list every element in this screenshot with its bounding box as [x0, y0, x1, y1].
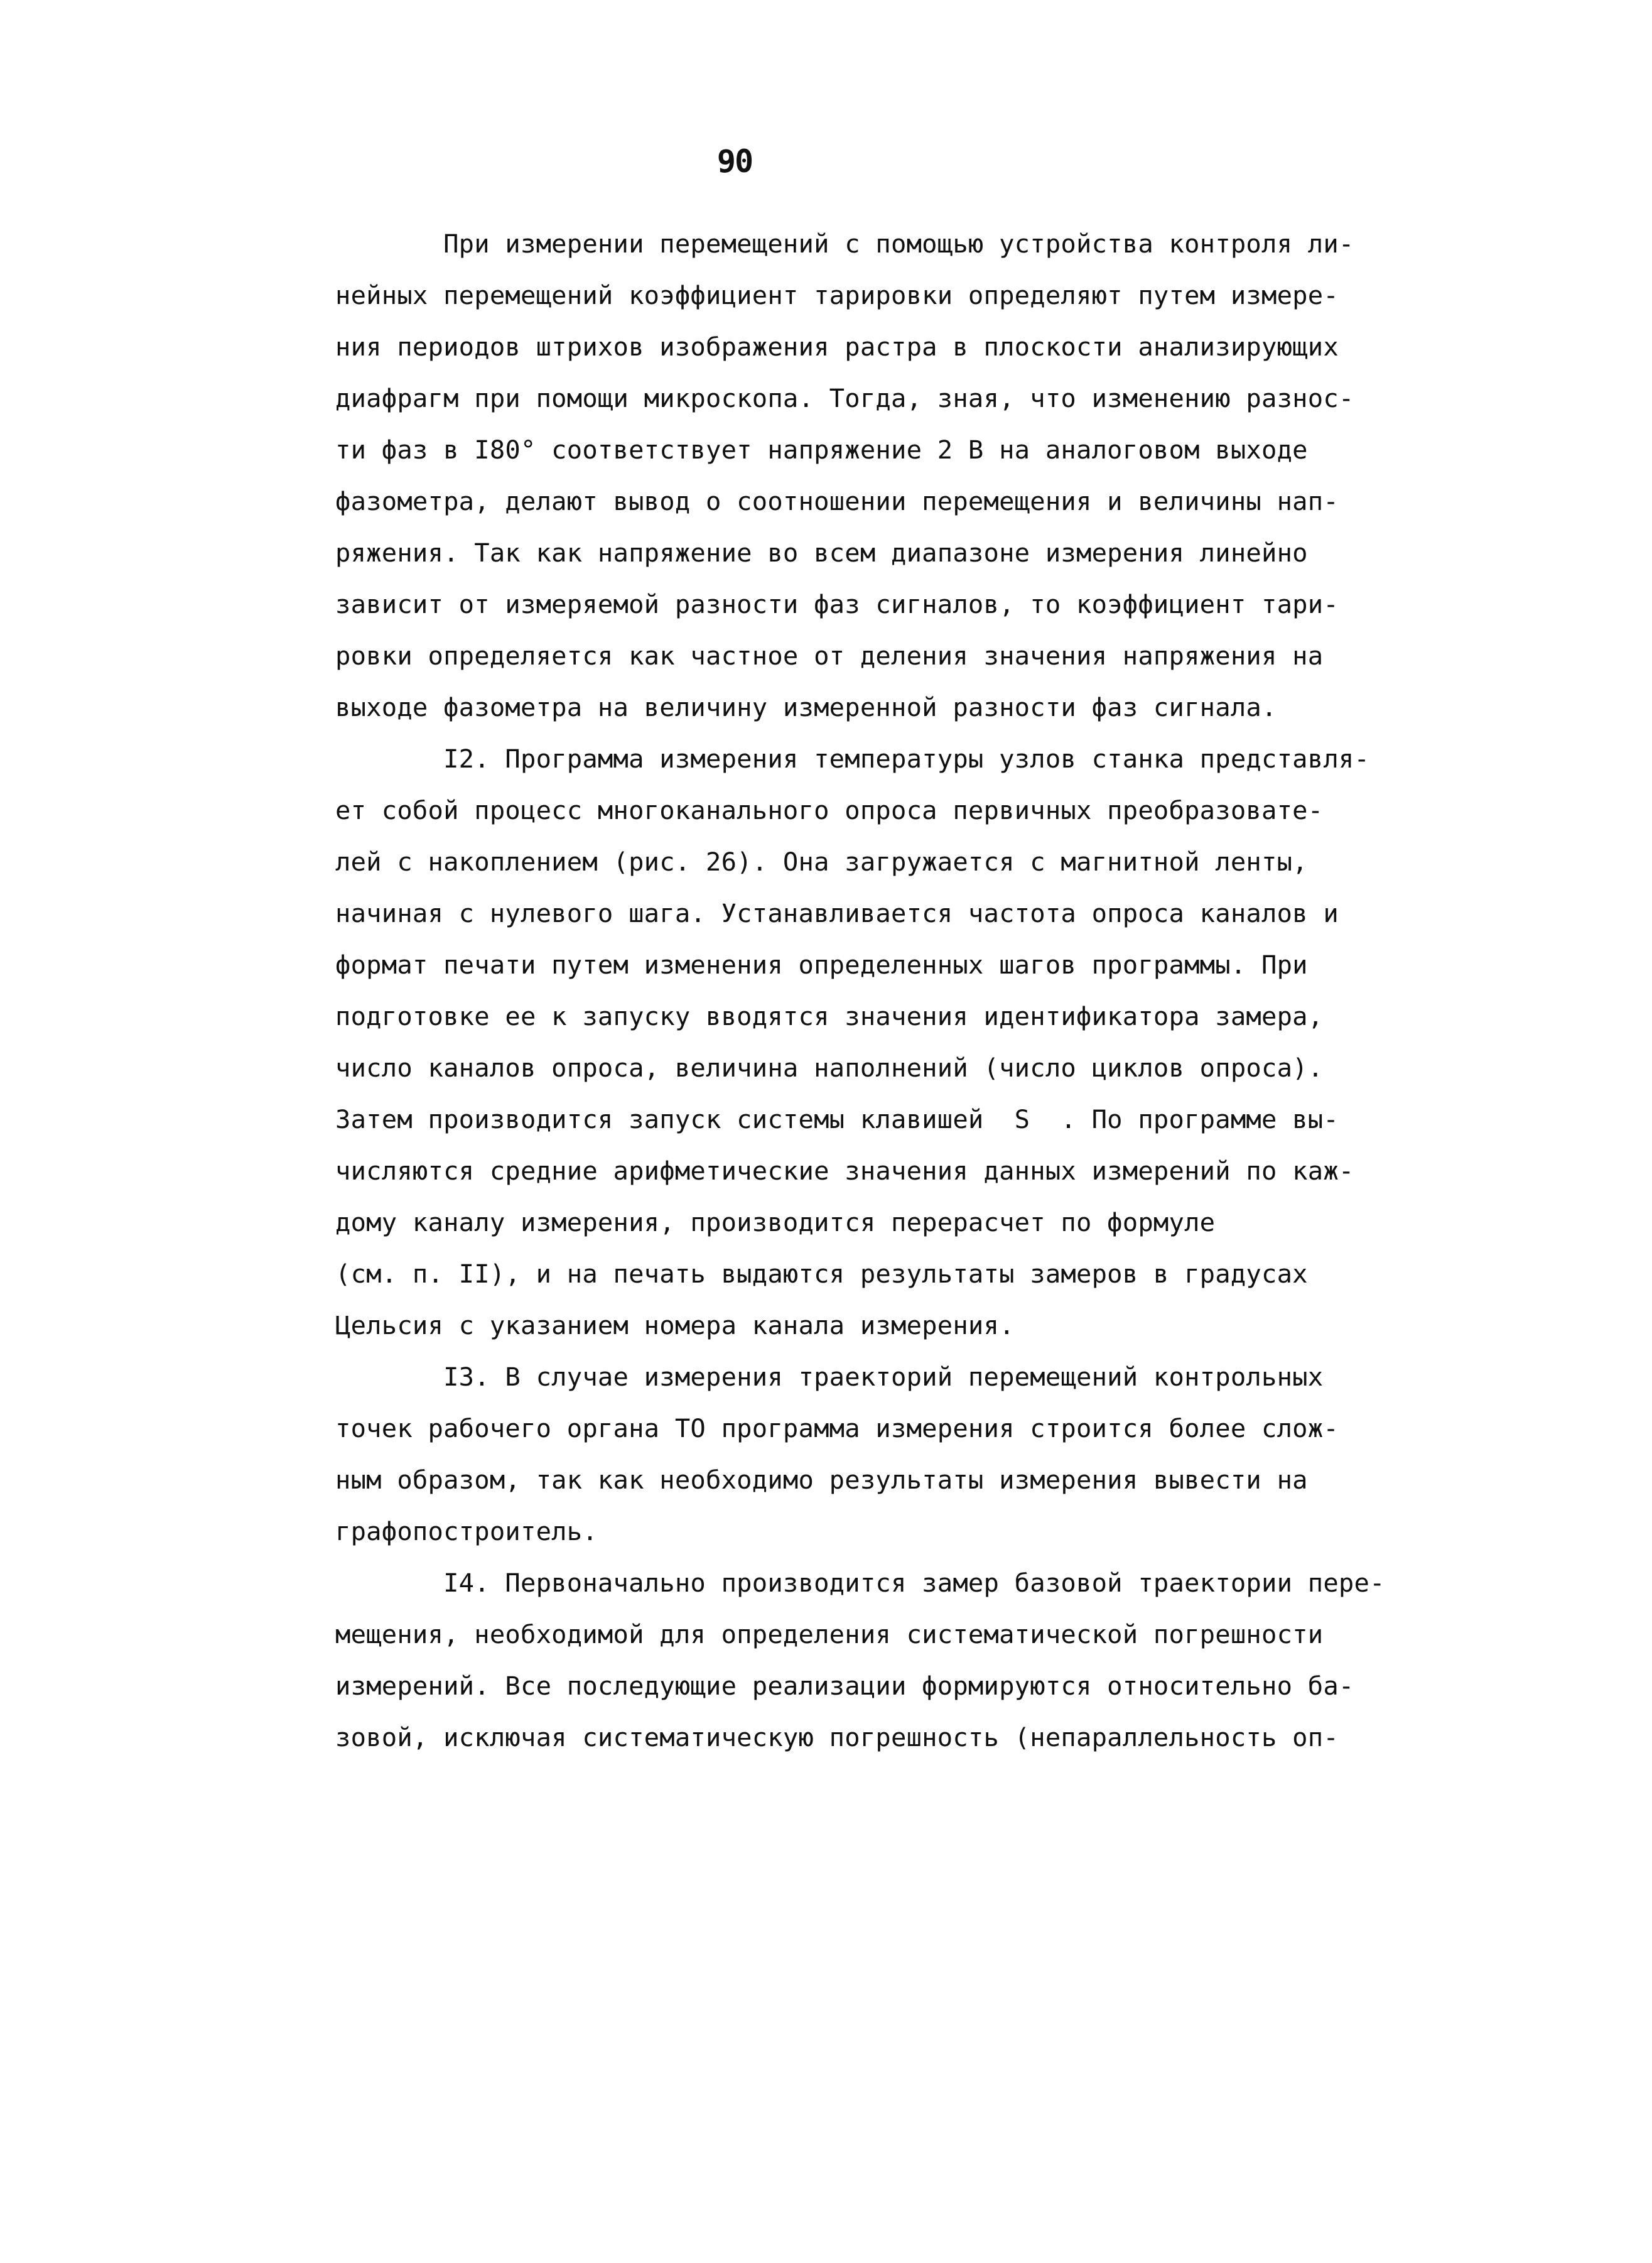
text-line: число каналов опроса, величина наполнений (число циклов опроса). — [335, 1053, 1324, 1083]
text-line: ряжения. Так как напряжение во всем диапазоне измерения линейно — [335, 538, 1308, 568]
text-line: ровки определяется как частное от деления значения напряжения на — [335, 641, 1324, 671]
text-line: точек рабочего органа ТО программа измерения строится более слож- — [335, 1413, 1339, 1443]
text-line: дому каналу измерения, производится перерасчет по формуле — [335, 1207, 1216, 1237]
text-line: ет собой процесс многоканального опроса первичных преобразовате- — [335, 795, 1324, 825]
text-line: выходе фазометра на величину измеренной разности фаз сигнала. — [335, 692, 1277, 722]
text-line: зависит от измеряемой разности фаз сигналов, то коэффициент тари- — [335, 589, 1339, 619]
text-line: начиная с нулевого шага. Устанавливается частота опроса каналов и — [335, 898, 1339, 928]
text-line: нейных перемещений коэффициент тарировки определяют путем измере- — [335, 280, 1339, 310]
text-line: Затем производится запуск системы клавишей S . По программе вы- — [335, 1104, 1339, 1134]
text-line: ния периодов штрихов изображения растра в плоскости анализирующих — [335, 332, 1339, 362]
text-line: формат печати путем изменения определенных шагов программы. При — [335, 950, 1308, 980]
text-line: мещения, необходимой для определения систематической погрешности — [335, 1619, 1324, 1649]
text-line: I3. В случае измерения траекторий перемещений контрольных — [335, 1362, 1324, 1392]
text-line: подготовке ее к запуску вводятся значения идентификатора замера, — [335, 1001, 1324, 1031]
text-line: лей с накоплением (рис. 26). Она загружается с магнитной ленты, — [335, 847, 1308, 877]
text-line: диафрагм при помощи микроскопа. Тогда, зная, что изменению разнос- — [335, 383, 1354, 413]
text-line: (см. п. II), и на печать выдаются результаты замеров в градусах — [335, 1259, 1308, 1289]
text-line: ти фаз в I80° соответствует напряжение 2 В на аналоговом выходе — [335, 435, 1308, 465]
text-line: При измерении перемещений с помощью устройства контроля ли- — [335, 229, 1354, 259]
text-line: I4. Первоначально производится замер базовой траектории пере- — [335, 1568, 1385, 1598]
text-line: фазометра, делают вывод о соотношении перемещения и величины нап- — [335, 486, 1339, 516]
page-number: 90 — [716, 143, 753, 180]
text-line: Цельсия с указанием номера канала измерения. — [335, 1310, 1015, 1340]
text-line: I2. Программа измерения температуры узлов станка представля- — [335, 744, 1370, 774]
text-line: ным образом, так как необходимо результаты измерения вывести на — [335, 1465, 1308, 1495]
text-line: графопостроитель. — [335, 1516, 598, 1546]
text-line: зовой, исключая систематическую погрешность (непараллельность оп- — [335, 1722, 1339, 1752]
text-line: измерений. Все последующие реализации формируются относительно ба- — [335, 1671, 1354, 1701]
text-line: числяются средние арифметические значения данных измерений по каж- — [335, 1156, 1354, 1186]
